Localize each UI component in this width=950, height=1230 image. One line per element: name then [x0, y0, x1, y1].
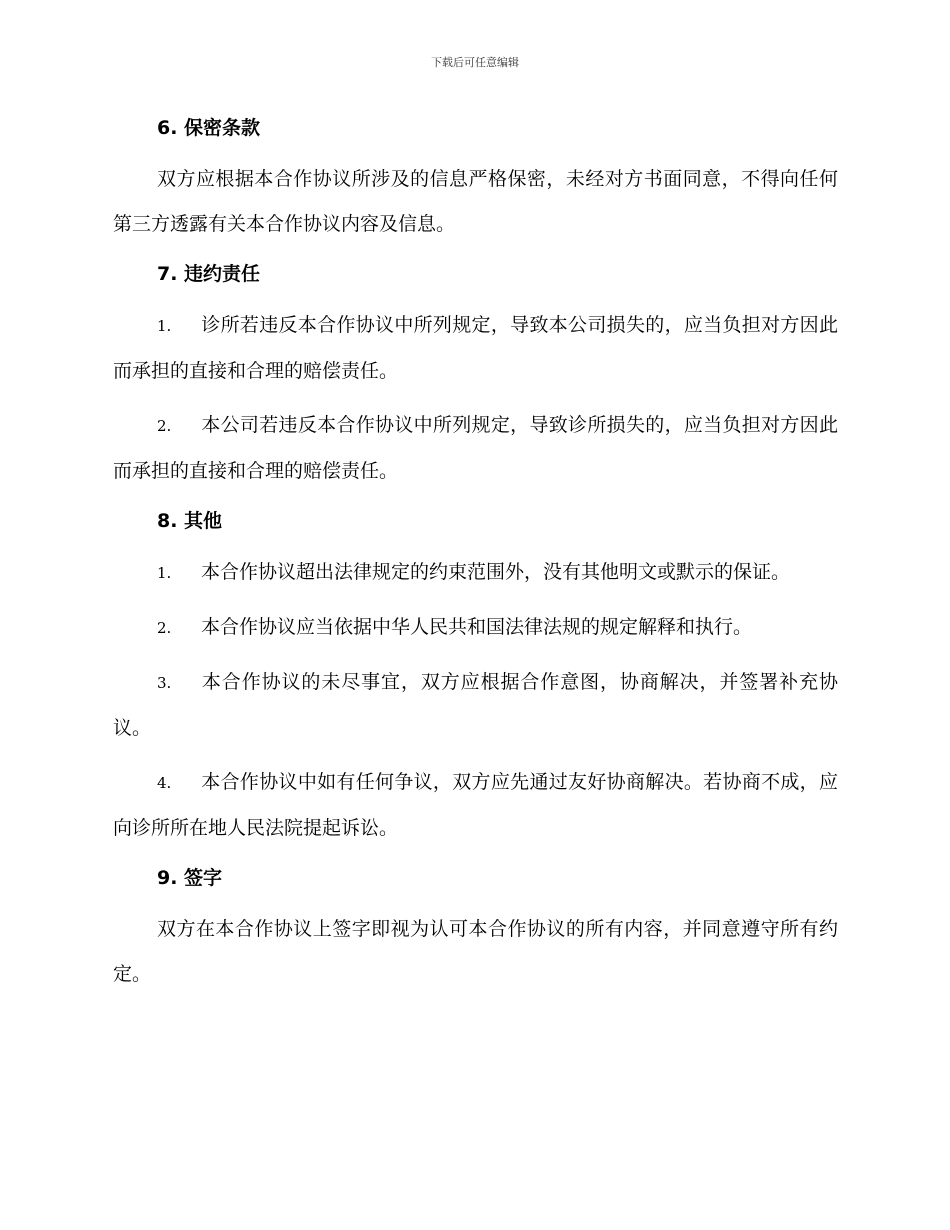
- section-6-title: 6. 保密条款: [157, 117, 261, 139]
- section-8-item-1: [113, 550, 838, 596]
- section-8-item-3: [113, 660, 838, 751]
- document-body: [113, 110, 838, 997]
- section-8-item-4: [113, 760, 838, 851]
- item-text: 本合作协议超出法律规定的约束范围外，没有其他明文或默示的保证。: [201, 561, 791, 583]
- item-text: 本合作协议应当依据中华人民共和国法律法规的规定解释和执行。: [201, 616, 753, 638]
- item-number: 1.: [157, 564, 172, 582]
- section-7-item-1: [113, 303, 838, 394]
- item-number: 2.: [157, 619, 172, 637]
- item-text: 本合作协议中如有任何争议，双方应先通过友好协商解决。若协商不成，应向诊所所在地人民法院提起诉讼。: [113, 771, 838, 839]
- page-header: 下载后可任意编辑: [431, 56, 519, 69]
- item-text: 本公司若违反本合作协议中所列规定，导致诊所损失的，应当负担对方因此而承担的直接和合理的赔偿责任。: [113, 414, 838, 482]
- item-number: 3.: [157, 674, 172, 692]
- item-number: 1.: [157, 317, 172, 335]
- section-9-body: 双方在本合作协议上签字即视为认可本合作协议的所有内容，并同意遵守所有约定。: [113, 918, 838, 985]
- section-8-title: 8. 其他: [157, 510, 223, 532]
- item-number: 4.: [157, 774, 172, 792]
- item-number: 2.: [157, 417, 172, 435]
- section-7-item-2: [113, 403, 838, 494]
- section-8-item-2: [113, 605, 838, 651]
- section-9-title: 9. 签字: [157, 867, 223, 889]
- item-text: 诊所若违反本合作协议中所列规定，导致本公司损失的，应当负担对方因此而承担的直接和合理的赔偿责任。: [113, 314, 838, 382]
- section-7-title: 7. 违约责任: [157, 263, 261, 285]
- section-6-body: 双方应根据本合作协议所涉及的信息严格保密，未经对方书面同意，不得向任何第三方透露有关本合作协议内容及信息。: [113, 168, 838, 235]
- item-text: 本合作协议的未尽事宜，双方应根据合作意图，协商解决，并签署补充协议。: [113, 671, 838, 739]
